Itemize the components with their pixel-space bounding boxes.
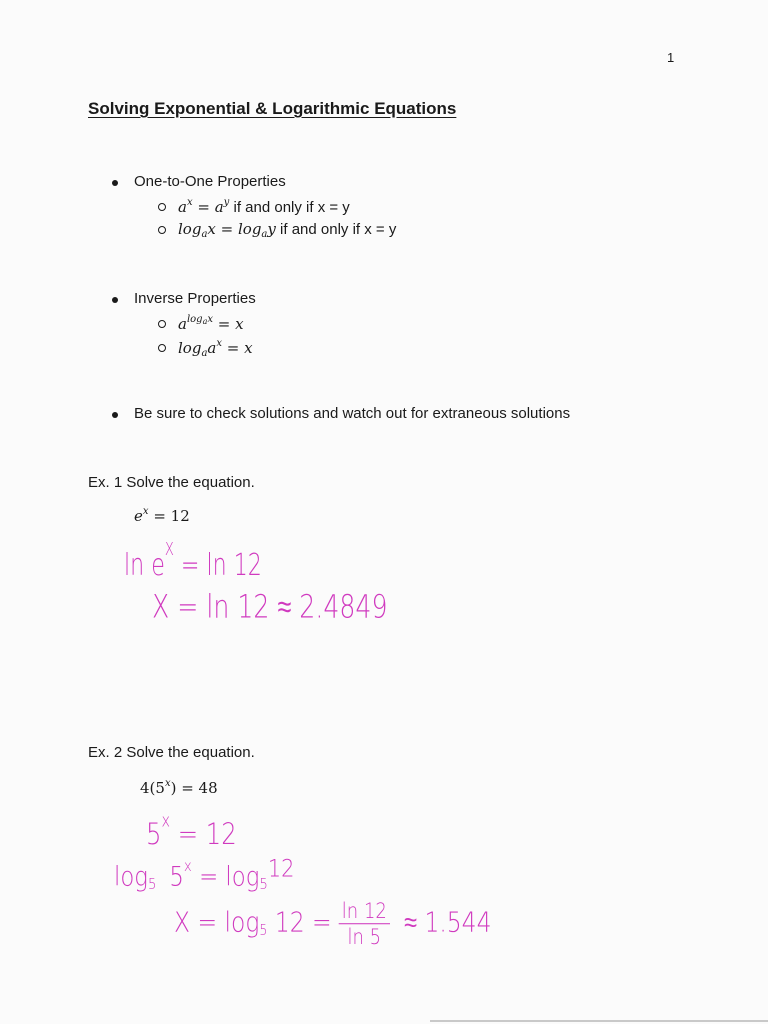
page-title: Solving Exponential & Logarithmic Equations xyxy=(88,99,457,118)
handwritten-step-5: $X = \log_5 12$ = $\frac{\ln 12}{\ln 5}$ ≈ 1.544 xyxy=(174,898,492,950)
math-expression: $a^{log_ax} = x$ xyxy=(178,314,244,333)
example-2-equation: $4(5^x) = 48$ xyxy=(140,778,218,797)
handwritten-step-4: $\log_5 5^x = \log_512$ xyxy=(114,855,295,894)
sub-bullet-circle-icon xyxy=(158,203,166,211)
sub-bullet-circle-icon xyxy=(158,226,166,234)
example-2-label: Ex. 2 Solve the equation. xyxy=(88,744,255,761)
math-expression: $\log_aa^x = x$ xyxy=(178,338,253,359)
bullet-dot-icon xyxy=(112,180,118,186)
bullet-label: Be sure to check solutions and watch out for extraneous solutions xyxy=(134,405,571,422)
bullet-dot-icon xyxy=(112,412,118,418)
page-number: 1 xyxy=(667,50,675,65)
sub-bullet-circle-icon xyxy=(158,320,166,328)
example-1-equation: $e^x = 12$ xyxy=(134,506,190,525)
handwritten-step-1: $\ln e^X = \ln 12$ xyxy=(124,538,262,583)
fraction-ln12-over-ln5: $\frac{\ln 12}{\ln 5}$ xyxy=(339,898,389,949)
bullet-dot-icon xyxy=(112,297,118,303)
bullet-label: One-to-One Properties xyxy=(134,173,286,190)
math-expression: $\log_ax = \log_ay$ xyxy=(178,220,276,240)
math-expression: $a^x = a^y$ xyxy=(178,197,230,216)
property-content xyxy=(178,220,396,240)
sub-bullet-circle-icon xyxy=(158,344,166,352)
property-condition: if and only if x = y xyxy=(233,199,350,216)
property-condition: if and only if x = y xyxy=(280,221,397,238)
handwritten-step-3: 5$^x$ = 12 xyxy=(146,810,237,852)
property-content xyxy=(178,314,244,333)
example-1-label: Ex. 1 Solve the equation. xyxy=(88,474,255,491)
property-content xyxy=(178,197,350,216)
bullet-label: Inverse Properties xyxy=(134,290,256,307)
property-content xyxy=(178,338,253,359)
page-edge-rule xyxy=(430,1020,768,1022)
handwritten-step-2: X = ln 12 ≈ 2.4849 xyxy=(152,588,388,626)
